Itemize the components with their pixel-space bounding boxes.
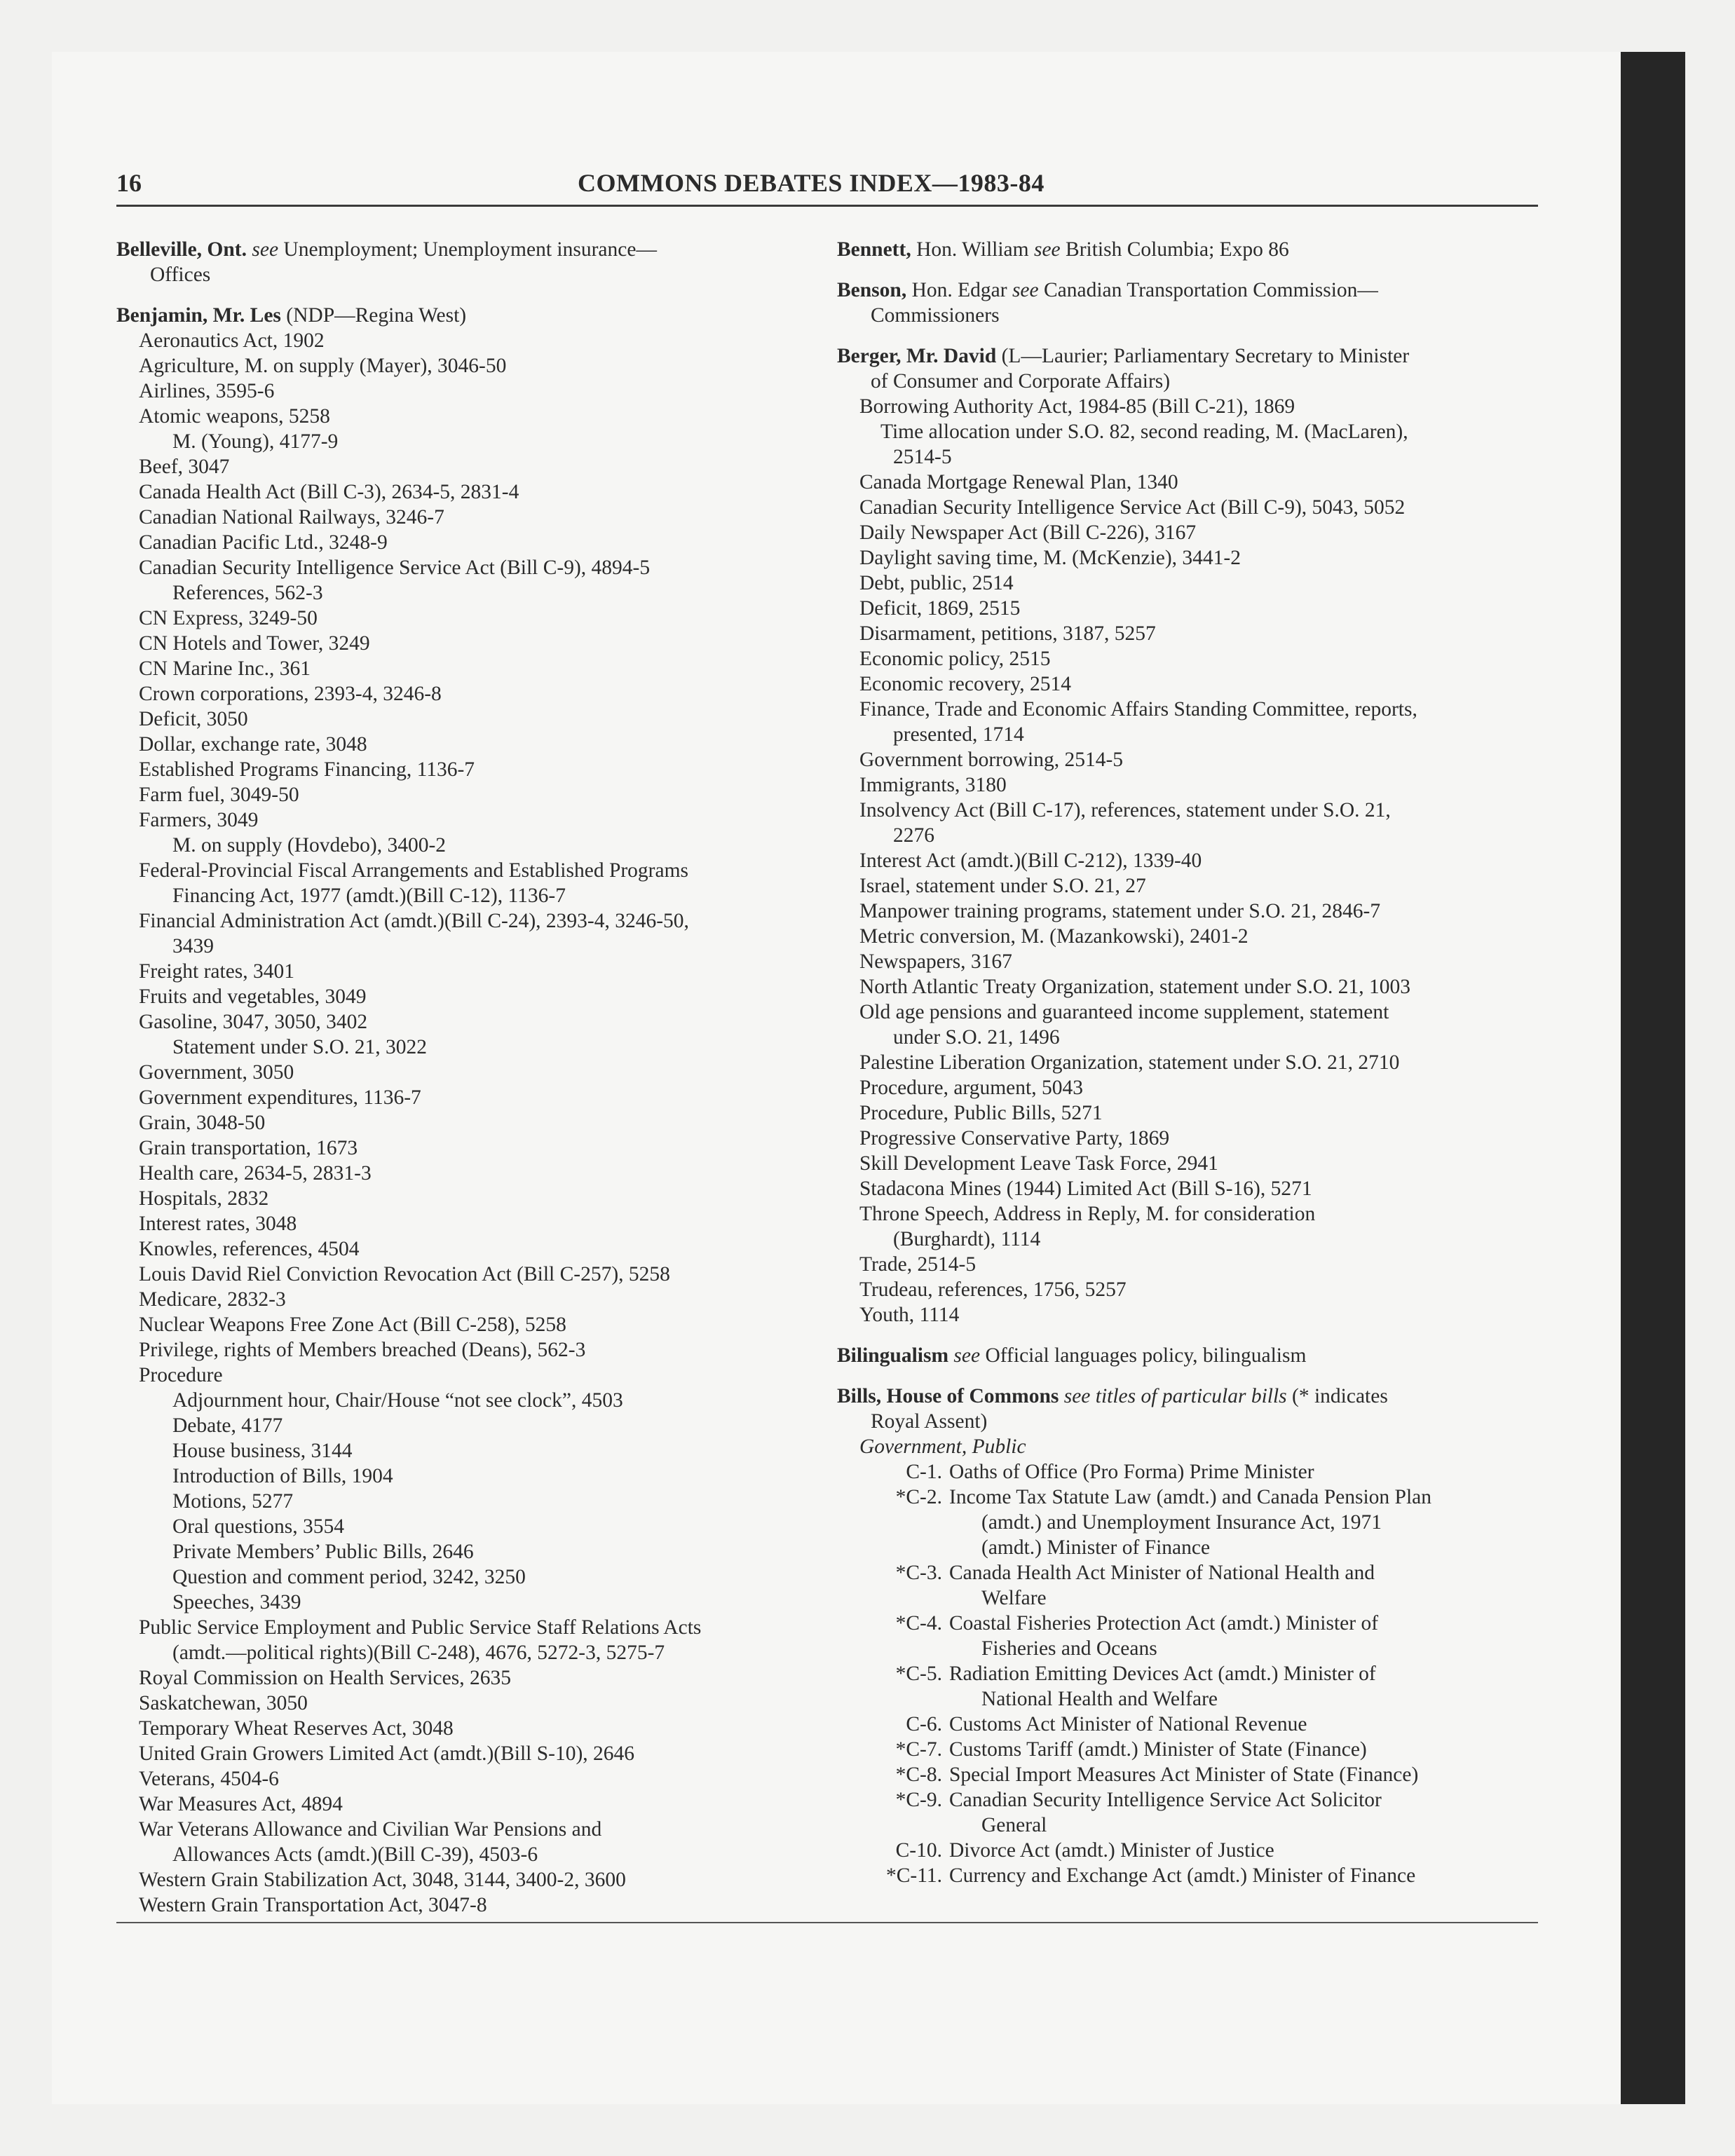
subentry: Canada Mortgage Renewal Plan, 1340 [859,471,1178,493]
bill-description [949,1611,1552,1661]
bill-line: Radiation Emitting Devices Act (amdt.) Minister of [949,1663,1376,1685]
entry-belleville [116,237,803,287]
bill-description [949,1459,1552,1485]
bill-description [949,1737,1552,1762]
subentry-continued: presented, 1714 [893,723,1024,746]
entry-bills [837,1384,1552,1434]
bill-row [837,1560,1552,1611]
subentry-nested: References, 562-3 [172,582,323,604]
subentry: Medicare, 2832-3 [139,1288,286,1311]
cross-reference: Official languages policy, bilingualism [985,1344,1307,1367]
subentry: Procedure [139,1364,223,1386]
subentry-continued: (Burghardt), 1114 [893,1228,1041,1250]
subentry: Deficit, 1869, 2515 [859,597,1021,620]
bill-number: *C-3. [895,1562,942,1584]
subentry: Dollar, exchange rate, 3048 [139,733,367,756]
bill-description [949,1560,1552,1611]
subentry: Beef, 3047 [139,456,230,478]
subentry: Throne Speech, Address in Reply, M. for consideration [859,1203,1316,1225]
bill-row [837,1459,1552,1485]
subentry-nested: Adjournment hour, Chair/House “not see clock”, 4503 [172,1389,623,1412]
left-column [116,237,803,1918]
subentry: Hospitals, 2832 [139,1187,269,1210]
subentry: Trade, 2514-5 [859,1253,977,1276]
bill-line: Fisheries and Oceans [981,1637,1157,1660]
bottom-rule [116,1922,1538,1923]
bill-number: *C-4. [895,1612,942,1635]
bill-line: Currency and Exchange Act (amdt.) Minister of Finance [949,1864,1416,1887]
subentry: Progressive Conservative Party, 1869 [859,1127,1170,1149]
subentry: Canadian Security Intelligence Service Act (Bill C-9), 4894-5 [139,557,651,579]
entry-heading: Bilingualism [837,1344,949,1367]
subentry: Economic policy, 2515 [859,648,1051,670]
bill-description [949,1838,1552,1863]
subentry: Interest Act (amdt.)(Bill C-212), 1339-40 [859,850,1202,872]
subentry: Royal Commission on Health Services, 2635 [139,1667,511,1689]
subentry-nested: Speeches, 3439 [172,1591,301,1613]
subentry: Louis David Riel Conviction Revocation Act (Bill C-257), 5258 [139,1263,670,1285]
subentry: Knowles, references, 4504 [139,1238,360,1260]
bill-number: *C-2. [895,1486,942,1508]
entry-berger [837,343,1552,394]
subentry: Government, 3050 [139,1061,294,1084]
bill-line: General [981,1814,1047,1836]
benjamin-subentries [116,328,803,1918]
subentry-nested: Question and comment period, 3242, 3250 [172,1566,526,1588]
bill-number: *C-8. [895,1763,942,1786]
entry-bilingualism [837,1343,1552,1368]
subentry: Canadian National Railways, 3246-7 [139,506,444,528]
subentry: Nuclear Weapons Free Zone Act (Bill C-258), 5258 [139,1314,566,1336]
entry-name: Hon. William [916,238,1029,261]
bill-line: Special Import Measures Act Minister of State (Finance) [949,1763,1419,1786]
subentry: Daily Newspaper Act (Bill C-226), 3167 [859,521,1197,544]
entry-heading: Berger, Mr. David [837,345,997,367]
page-number: 16 [116,169,142,197]
bill-row [837,1762,1552,1787]
subentry: Borrowing Authority Act, 1984-85 (Bill C-21), 1869 [859,395,1295,418]
subentry: Veterans, 4504-6 [139,1768,279,1790]
bill-line: Coastal Fisheries Protection Act (amdt.) Minister of [949,1612,1379,1635]
subentry: Crown corporations, 2393-4, 3246-8 [139,683,442,705]
see-reference: see titles of particular bills [1063,1385,1287,1407]
cross-reference: Canadian Transportation Commission— [1044,279,1378,301]
entry-heading: Benjamin, Mr. Les [116,304,281,327]
entry-heading: Belleville, Ont. [116,238,247,261]
bill-line: Welfare [981,1587,1047,1609]
subentry: Disarmament, petitions, 3187, 5257 [859,622,1156,645]
see-reference: see [1012,279,1039,301]
bill-line: Oaths of Office (Pro Forma) Prime Minister [949,1461,1314,1483]
subentry-continued: 3439 [172,935,214,957]
cross-reference-continued: Offices [150,264,211,286]
entry-name: Hon. Edgar [911,279,1007,301]
subentry: Stadacona Mines (1944) Limited Act (Bill S-16), 5271 [859,1178,1312,1200]
subentry: Gasoline, 3047, 3050, 3402 [139,1011,368,1033]
subentry: Grain transportation, 1673 [139,1137,358,1159]
subentry: Manpower training programs, statement under S.O. 21, 2846-7 [859,900,1381,922]
subentry: Grain, 3048-50 [139,1112,266,1134]
cross-reference: British Columbia; Expo 86 [1066,238,1289,261]
subentry: Government borrowing, 2514-5 [859,749,1124,771]
subentry: Daylight saving time, M. (McKenzie), 3441-2 [859,547,1241,569]
subentry: Privilege, rights of Members breached (Deans), 562-3 [139,1339,586,1361]
subentry: Interest rates, 3048 [139,1213,297,1235]
bill-row [837,1611,1552,1661]
subentry: Atomic weapons, 5258 [139,405,330,428]
see-reference: see [252,238,279,261]
subentry-nested: Debate, 4177 [172,1414,283,1437]
subentry: Western Grain Stabilization Act, 3048, 3144, 3400-2, 3600 [139,1869,626,1891]
subentry-nested: Motions, 5277 [172,1490,294,1513]
bill-line: Canadian Security Intelligence Service Act Solicitor [949,1789,1382,1811]
subentry: Public Service Employment and Public Service Staff Relations Acts [139,1616,702,1639]
see-reference: see [953,1344,981,1367]
subentry-continued: under S.O. 21, 1496 [893,1026,1060,1049]
subentry: Palestine Liberation Organization, statement under S.O. 21, 2710 [859,1051,1400,1074]
binding-shadow [1621,52,1685,2104]
see-reference: see [1033,238,1061,261]
bill-line: National Health and Welfare [981,1688,1218,1710]
subentry: Canada Health Act (Bill C-3), 2634-5, 2831-4 [139,481,519,503]
subentry: Procedure, Public Bills, 5271 [859,1102,1103,1124]
bill-number: C-6. [906,1713,942,1735]
subentry-nested: Time allocation under S.O. 82, second reading, M. (MacLaren), [880,421,1408,443]
entry-heading: Bills, House of Commons [837,1385,1059,1407]
bill-line: Divorce Act (amdt.) Minister of Justice [949,1839,1274,1862]
subentry: Farmers, 3049 [139,809,259,831]
bill-row [837,1485,1552,1560]
subentry: Finance, Trade and Economic Affairs Standing Committee, reports, [859,698,1417,721]
bill-description [949,1712,1552,1737]
subentry: Federal-Provincial Fiscal Arrangements and Established Programs [139,859,689,882]
subentry: Deficit, 3050 [139,708,248,730]
bills-subheading: Government, Public [859,1435,1026,1458]
bills-note: (* indicates [1292,1385,1388,1407]
subentry: Old age pensions and guaranteed income supplement, statement [859,1001,1389,1023]
entry-heading: Bennett, [837,238,911,261]
subentry-nested: Oral questions, 3554 [172,1515,344,1538]
bill-number: C-1. [906,1461,942,1483]
bill-line: Customs Act Minister of National Revenue [949,1713,1307,1735]
subentry: War Veterans Allowance and Civilian War Pensions and [139,1818,602,1841]
subentry: Health care, 2634-5, 2831-3 [139,1162,372,1185]
subentry-continued: 2276 [893,824,934,847]
subentry: Canadian Security Intelligence Service Act (Bill C-9), 5043, 5052 [859,496,1406,519]
subentry: Financial Administration Act (amdt.)(Bill C-24), 2393-4, 3246-50, [139,910,689,932]
subentry: War Measures Act, 4894 [139,1793,343,1815]
subentry-continued: Financing Act, 1977 (amdt.)(Bill C-12), 1136-7 [172,885,566,907]
bill-description [949,1485,1552,1560]
bill-row [837,1863,1552,1888]
bill-description [949,1863,1552,1888]
bill-row [837,1838,1552,1863]
subentry-nested: Statement under S.O. 21, 3022 [172,1036,427,1058]
subentry: Fruits and vegetables, 3049 [139,985,367,1008]
subentry: CN Hotels and Tower, 3249 [139,632,370,655]
subentry: Procedure, argument, 5043 [859,1077,1083,1099]
cross-reference-continued: Commissioners [871,304,1000,327]
subentry: Freight rates, 3401 [139,960,295,983]
cross-reference: Unemployment; Unemployment insurance— [283,238,657,261]
subentry: Metric conversion, M. (Mazankowski), 2401-2 [859,925,1248,948]
bill-line: Canada Health Act Minister of National Health and [949,1562,1375,1584]
subentry-nested: Private Members’ Public Bills, 2646 [172,1541,474,1563]
bills-list [837,1459,1552,1888]
subentry: Airlines, 3595-6 [139,380,275,402]
bill-description [949,1661,1552,1712]
subentry: Canadian Pacific Ltd., 3248-9 [139,531,388,554]
running-head [116,165,1538,207]
subentry: Saskatchewan, 3050 [139,1692,308,1714]
bill-number: *C-11. [885,1864,942,1887]
bill-number: C-10. [895,1839,942,1862]
bill-number: *C-5. [895,1663,942,1685]
subentry: Newspapers, 3167 [859,950,1012,973]
subentry: Insolvency Act (Bill C-17), references, statement under S.O. 21, [859,799,1391,821]
bill-line: (amdt.) Minister of Finance [981,1536,1211,1559]
subentry: Aeronautics Act, 1902 [139,329,325,352]
entry-heading: Benson, [837,279,907,301]
subentry-continued: (amdt.—political rights)(Bill C-248), 4676, 5272-3, 5275-7 [172,1642,665,1664]
bill-description [949,1762,1552,1787]
bill-line: Income Tax Statute Law (amdt.) and Canada Pension Plan [949,1486,1432,1508]
subentry: Skill Development Leave Task Force, 2941 [859,1152,1218,1175]
subentry: CN Marine Inc., 361 [139,657,311,680]
subentry: Israel, statement under S.O. 21, 27 [859,875,1146,897]
berger-subentries [837,394,1552,1328]
subentry-nested: House business, 3144 [172,1440,353,1462]
subentry: Agriculture, M. on supply (Mayer), 3046-50 [139,355,507,377]
bill-description [949,1787,1552,1838]
subentry: Trudeau, references, 1756, 5257 [859,1278,1127,1301]
bill-number: *C-7. [895,1738,942,1761]
bill-row [837,1661,1552,1712]
right-column [837,237,1552,1888]
bill-line: (amdt.) and Unemployment Insurance Act, 1971 [981,1511,1382,1534]
subentry-nested: Introduction of Bills, 1904 [172,1465,393,1487]
bill-row [837,1737,1552,1762]
bill-row [837,1712,1552,1737]
subentry: North Atlantic Treaty Organization, statement under S.O. 21, 1003 [859,976,1411,998]
subentry-nested: M. on supply (Hovdebo), 3400-2 [172,834,447,857]
entry-benson [837,278,1552,328]
subentry: Temporary Wheat Reserves Act, 3048 [139,1717,454,1740]
page-title: COMMONS DEBATES INDEX—1983-84 [578,169,1045,197]
subentry: Established Programs Financing, 1136-7 [139,758,475,781]
entry-bennett [837,237,1552,262]
bill-number: *C-9. [895,1789,942,1811]
entry-party-continued: of Consumer and Corporate Affairs) [871,370,1171,393]
entry-party: (NDP—Regina West) [286,304,467,327]
entry-benjamin [116,303,803,328]
subentry-continued: Allowances Acts (amdt.)(Bill C-39), 4503-6 [172,1843,538,1866]
subentry: Government expenditures, 1136-7 [139,1086,421,1109]
subentry: Western Grain Transportation Act, 3047-8 [139,1894,487,1916]
bill-line: Customs Tariff (amdt.) Minister of State (Finance) [949,1738,1367,1761]
bills-note-continued: Royal Assent) [871,1410,988,1433]
subentry: CN Express, 3249-50 [139,607,318,629]
subentry: Youth, 1114 [859,1304,960,1326]
subentry: Debt, public, 2514 [859,572,1014,594]
subentry-nested: M. (Young), 4177-9 [172,430,339,453]
bill-row [837,1787,1552,1838]
subentry-continued: 2514-5 [893,446,952,468]
entry-party: (L—Laurier; Parliamentary Secretary to Minister [1001,345,1410,367]
subentry: Economic recovery, 2514 [859,673,1071,695]
subentry: Farm fuel, 3049-50 [139,784,299,806]
subentry: Immigrants, 3180 [859,774,1007,796]
subentry: United Grain Growers Limited Act (amdt.)(Bill S-10), 2646 [139,1742,635,1765]
